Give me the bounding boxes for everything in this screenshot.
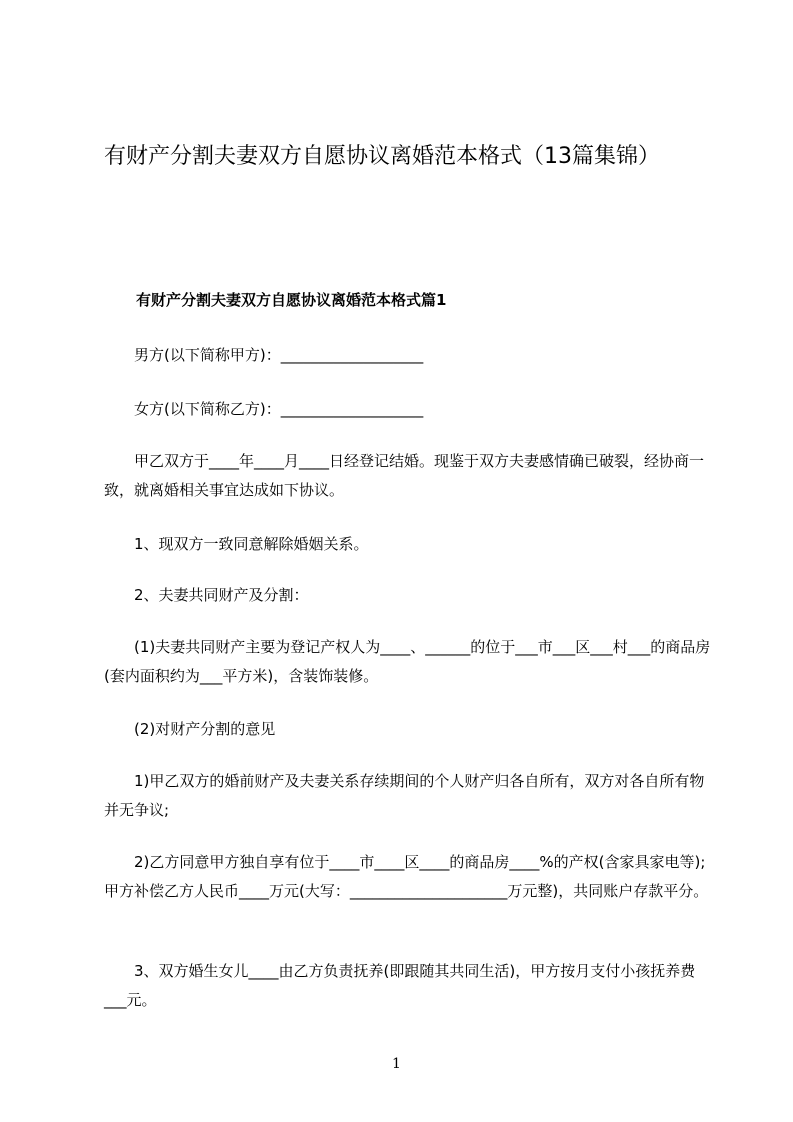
paragraph-child-custody: 3、双方婚生女儿____由乙方负责抚养(即跟随其共同生活)，甲方按月支付小孩抚养费___元。 (104, 962, 696, 1009)
paragraph-clause-2: 2、夫妻共同财产及分割： (134, 586, 309, 604)
section-heading: 有财产分割夫妻双方自愿协议离婚范本格式篇1 (136, 291, 447, 309)
paragraph-division-opinion: (2)对财产分割的意见 (134, 720, 276, 738)
paragraph-common-property: (1)夫妻共同财产主要为登记产权人为____、______的位于___市___区___村___的商品房(套内面积约为___平方米)，含装饰装修。 (104, 638, 711, 685)
document-title: 有财产分割夫妻双方自愿协议离婚范本格式（13篇集锦） (104, 144, 660, 169)
paragraph-clause-1: 1、现双方一致同意解除婚姻关系。 (134, 535, 369, 553)
paragraph-marriage-registration: 甲乙双方于____年____月____日经登记结婚。现鉴于双方夫妻感情确已破裂，经协商一致，就离婚相关事宜达成如下协议。 (104, 452, 705, 499)
page-number: 1 (392, 1056, 401, 1072)
paragraph-premarital-property: 1)甲乙双方的婚前财产及夫妻关系存续期间的个人财产归各自所有，双方对各自所有物并无争议; (104, 772, 705, 819)
paragraph-house-compensation: 2)乙方同意甲方独自享有位于____市____区____的商品房____%的产权(含家具家电等);甲方补偿乙方人民币____万元(大写：_____________________万元整)，共同账户存款平分。 (104, 853, 709, 900)
paragraph-husband: 男方(以下简称甲方)：___________________ (134, 346, 424, 364)
paragraph-wife: 女方(以下简称乙方)：___________________ (134, 400, 424, 418)
